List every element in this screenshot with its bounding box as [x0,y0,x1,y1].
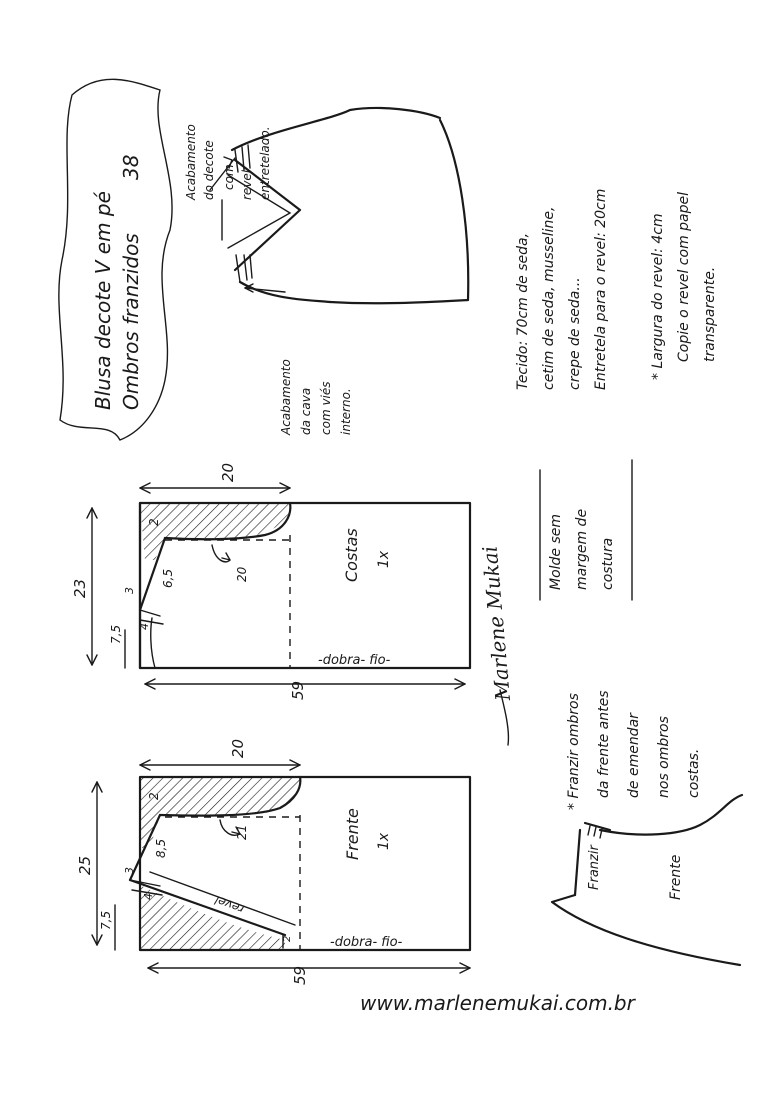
svg-text:da frente antes: da frente antes [596,690,612,798]
blouse-sketch [210,108,468,303]
title-line-2: Ombros franzidos [119,233,143,410]
front-label: Frente [343,808,362,860]
front-qty: 1x [376,832,392,850]
svg-text:costas.: costas. [686,748,702,798]
front-height: 25 [76,855,94,875]
svg-text:Copie o revel com papel: Copie o revel com papel [676,191,692,362]
detail-gather-label: Franzir [587,845,602,890]
signature [478,545,516,745]
back-neck-width: 7,5 [109,624,123,644]
front-neck-small: 4 [142,893,155,900]
svg-text:de emendar: de emendar [626,713,642,798]
gather-note [566,691,702,811]
back-shoulder-drop: 2 [147,518,161,526]
svg-text:costura: costura [600,537,616,590]
front-armhole: 21 [235,824,249,840]
svg-text:Acabamento: Acabamento [279,359,293,435]
back-neck-small: 4 [138,623,151,630]
svg-text:margem de: margem de [574,508,590,590]
front-shoulder-drop: 2 [147,792,161,800]
svg-text:transparente.: transparente. [702,266,718,362]
back-length: 59 [289,680,307,700]
svg-text:cetim de seda, musseline,: cetim de seda, musseline, [541,206,557,390]
svg-text:da cava: da cava [299,387,313,435]
back-top-width: 20 [219,462,237,482]
svg-text:com viés: com viés [319,381,333,435]
finish-neckline-note [184,124,272,201]
svg-text:Acabamento: Acabamento [184,124,198,200]
svg-text:nos ombros: nos ombros [656,716,672,798]
back-shoulder: 6,5 [161,568,175,588]
svg-text:Marlene Mukai: Marlene Mukai [477,545,515,702]
front-top-width: 20 [229,738,247,758]
front-neck-drop: 3 [123,867,136,874]
back-height: 23 [71,578,89,598]
front-length: 59 [291,965,309,985]
back-pattern-piece [71,463,470,700]
front-fold-label: -dobra- fio- [330,935,403,950]
detail-front-label: Frente [668,854,684,900]
title-line-1: Blusa decote V em pé [91,191,115,410]
no-seam-note [540,460,632,600]
svg-text:interno.: interno. [339,388,353,435]
finish-armhole-note [279,359,353,436]
back-label: Costas [342,528,361,582]
svg-text:revel: revel [240,169,254,200]
front-shoulder: 8,5 [154,838,168,858]
svg-text:entretelado.: entretelado. [258,126,272,200]
title-size: 38 [119,154,143,180]
svg-text:Tecido: 70cm de seda,: Tecido: 70cm de seda, [515,232,531,390]
back-fold-label: -dobra- fio- [318,653,391,668]
title-cloud [59,79,172,440]
svg-text:crepe de seda...: crepe de seda... [567,277,583,390]
front-pattern-piece [76,739,470,985]
svg-text:do decote: do decote [202,140,216,200]
svg-text:Molde sem: Molde sem [548,513,564,590]
front-neck-width: 7,5 [99,910,113,930]
svg-text:* Largura do revel: 4cm: * Largura do revel: 4cm [650,213,666,380]
svg-text:Entretela para o revel: 20cm: Entretela para o revel: 20cm [593,188,609,390]
back-neck-drop: 3 [123,587,136,594]
svg-text:com: com [222,164,236,190]
svg-text:* Franzir ombros: * Franzir ombros [566,693,582,810]
website-url[interactable]: www.marlenemukai.com.br [360,991,635,1015]
front-facing-bottom: 2 [282,935,293,942]
front-detail-sketch [552,795,742,965]
back-armhole: 20 [235,566,249,582]
fabric-note [515,189,609,390]
back-qty: 1x [376,550,392,568]
front-facing-label: revel [212,892,247,917]
facing-note [650,192,718,380]
